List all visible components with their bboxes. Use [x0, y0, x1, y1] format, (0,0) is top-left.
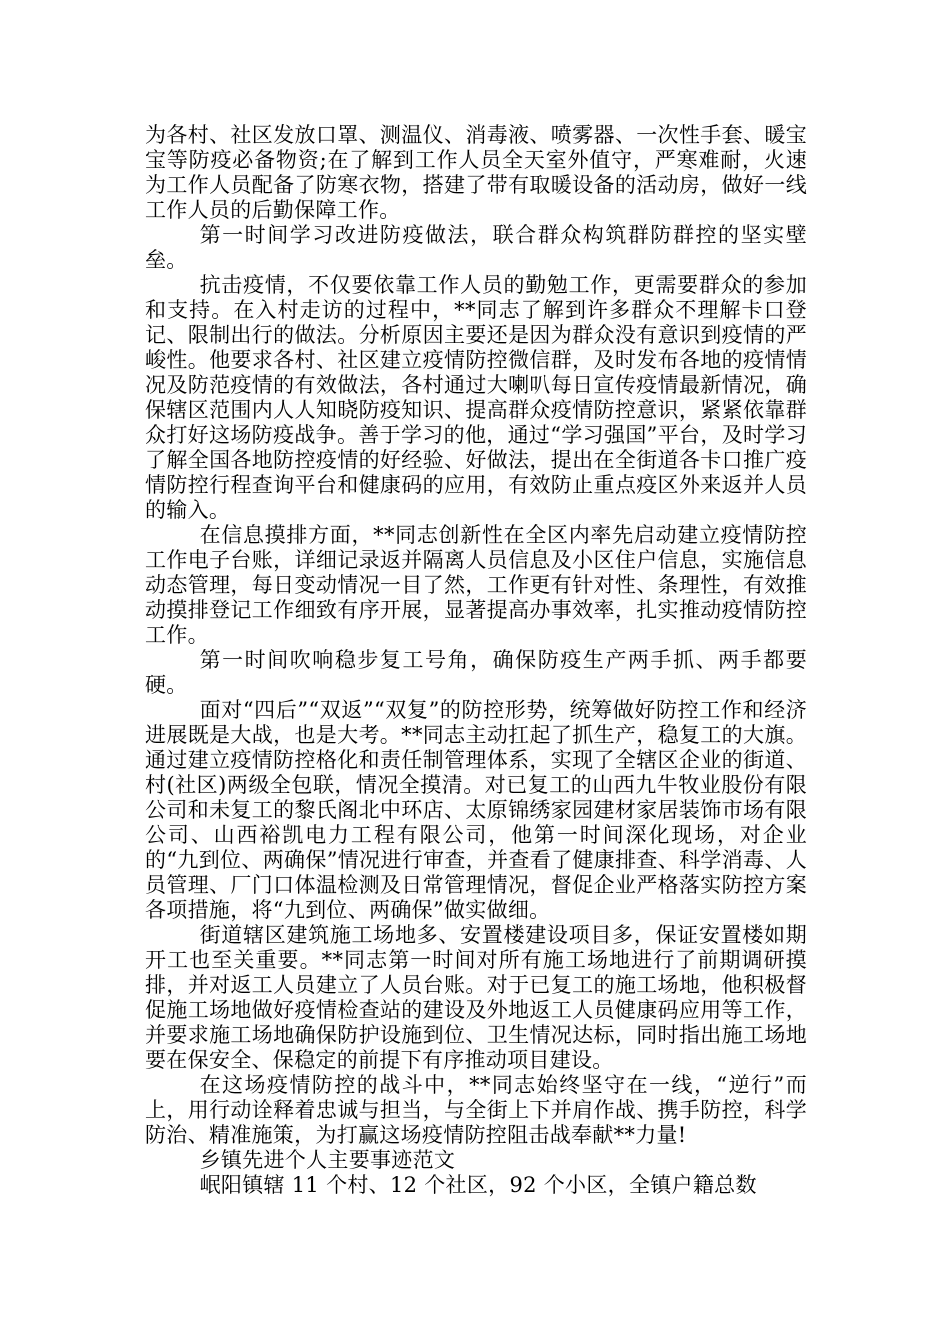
section-heading: 第一时间吹响稳步复工号角，确保防疫生产两手抓、两手都要硬。 — [145, 648, 807, 697]
article-title: 乡镇先进个人主要事迹范文 — [199, 1148, 456, 1172]
document-page — [145, 123, 807, 1198]
paragraph: 在这场疫情防控的战斗中，**同志始终坚守在一线，“逆行”而上，用行动诠释着忠诚与担当，与全街上下并肩作战、携手防控，科学防治、精准施策，为打赢这场疫情防控阻击战奉献**力量! — [145, 1073, 807, 1147]
paragraph: 抗击疫情，不仅要依靠工作人员的勤勉工作，更需要群众的参加和支持。在入村走访的过程中，**同志了解到许多群众不理解卡口登记、限制出行的做法。分析原因主要还是因为群众没有意识到疫情的严峻性。他要求各村、社区建立疫情防控微信群，及时发布各地的疫情情况及防范疫情的有效做法，各村通过大喇叭每日宣传疫情最新情况，确保辖区范围内人人知晓防疫知识、提高群众疫情防控意识，紧紧依靠群众打好这场防疫战争。善于学习的他，通过“学习强国”平台，及时学习了解全国各地防控疫情的好经验、好做法，提出在全街道各卡口推广疫情防控行程查询平台和健康码的应用，有效防止重点疫区外来返并人员的输入。 — [145, 273, 807, 522]
paragraph: 为各村、社区发放口罩、测温仪、消毒液、喷雾器、一次性手套、暖宝宝等防疫必备物资;在了解到工作人员全天室外值守，严寒难耐，火速为工作人员配备了防寒衣物，搭建了带有取暖设备的活动房，做好一线工作人员的后勤保障工作。 — [145, 123, 807, 222]
section-heading: 第一时间学习改进防疫做法，联合群众构筑群防群控的坚实壁垒。 — [145, 223, 807, 272]
paragraph: 面对“四后”“双返”“双复”的防控形势，统筹做好防控工作和经济进展既是大战，也是大考。**同志主动扛起了抓生产，稳复工的大旗。通过建立疫情防控格化和责任制管理体系，实现了全辖区企业的街道、村(社区)两级全包联，情况全摸清。对已复工的山西九牛牧业股份有限公司和未复工的黎氏阁北中环店、太原锦绣家园建材家居装饰市场有限公司、山西裕凯电力工程有限公司，他第一时间深化现场，对企业的“九到位、两确保”情况进行审查，并查看了健康排查、科学消毒、人员管理、厂门口体温检测及日常管理情况，督促企业严格落实防控方案各项措施，将“九到位、两确保”做实做细。 — [145, 698, 807, 922]
paragraph: 街道辖区建筑施工场地多、安置楼建设项目多，保证安置楼如期开工也至关重要。**同志第一时间对所有施工场地进行了前期调研摸排，并对返工人员建立了人员台账。对于已复工的施工场地，他积极督促施工场地做好疫情检查站的建设及外地返工人员健康码应用等工作，并要求施工场地确保防护设施到位、卫生情况达标，同时指出施工场地要在保安全、保稳定的前提下有序推动项目建设。 — [145, 923, 807, 1072]
paragraph: 在信息摸排方面，**同志创新性在全区内率先启动建立疫情防控工作电子台账，详细记录返并隔离人员信息及小区住户信息，实施信息动态管理，每日变动情况一目了然，工作更有针对性、条理性，有效推动摸排登记工作细致有序开展，显著提高办事效率，扎实推动疫情防控工作。 — [145, 523, 807, 647]
paragraph: 岷阳镇辖 11 个村、12 个社区，92 个小区，全镇户籍总数 — [199, 1173, 757, 1197]
